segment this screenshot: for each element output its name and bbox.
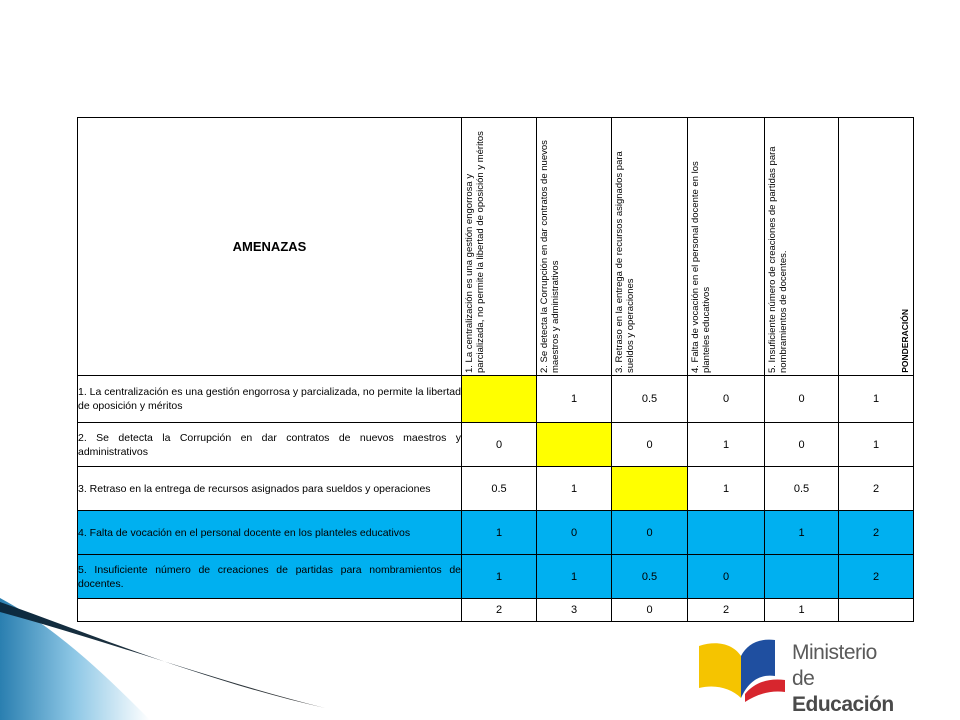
table-row [78, 511, 914, 555]
total-cell: 3 [537, 599, 612, 622]
value-cell: 1 [688, 467, 765, 511]
value-cell: 1 [537, 376, 612, 423]
weight-cell: 2 [839, 511, 914, 555]
logo-text [792, 640, 907, 718]
weight-cell: 2 [839, 467, 914, 511]
row-label: 5. Insuficiente número de creaciones de partidas para nombramientos de docentes. [78, 555, 462, 599]
value-cell: 0.5 [612, 555, 688, 599]
value-cell: 0 [765, 376, 839, 423]
value-cell: 1 [688, 423, 765, 467]
logo-line-2 [792, 666, 907, 718]
value-cell: 1 [537, 555, 612, 599]
column-header-ponderacion [839, 118, 914, 376]
column-header-1-text: 1. La centralización es una gestión engorrosa y parcializada, no permite la libertad de oposición y méritos [464, 131, 486, 373]
value-cell: 0.5 [612, 376, 688, 423]
threats-matrix [77, 117, 914, 622]
column-header-5 [765, 118, 839, 376]
column-header-3-text: 3. Retraso en la entrega de recursos asignados para sueldos y operaciones [614, 151, 636, 373]
column-header-5-text: 5. Insuficiente número de creaciones de partidas para nombramientos de docentes. [767, 146, 789, 373]
value-cell: 0 [612, 423, 688, 467]
weight-cell: 1 [839, 376, 914, 423]
total-cell: 2 [688, 599, 765, 622]
table-row [78, 423, 914, 467]
value-cell: 0 [688, 555, 765, 599]
logo-line-2-prefix: de [792, 667, 815, 690]
value-cell: 0.5 [765, 467, 839, 511]
value-cell: 1 [462, 511, 537, 555]
value-cell: 1 [765, 511, 839, 555]
table-row [78, 376, 914, 423]
diagonal-cell [688, 511, 765, 555]
logo-mark-icon [697, 636, 789, 706]
diagonal-cell [462, 376, 537, 423]
row-label: 2. Se detecta la Corrupción en dar contratos de nuevos maestros y administrativos [78, 423, 462, 467]
logo-line-2-bold: Educación [792, 693, 894, 716]
total-cell: 2 [462, 599, 537, 622]
row-label: 1. La centralización es una gestión engorrosa y parcializada, no permite la libertad de oposición y méritos [78, 376, 462, 423]
diagonal-cell [765, 555, 839, 599]
column-header-2 [537, 118, 612, 376]
logo-line-1: Ministerio [792, 641, 877, 664]
column-header-ponderacion-text: PONDERACIÓN [900, 309, 910, 373]
value-cell: 0 [765, 423, 839, 467]
column-header-1 [462, 118, 537, 376]
row-label: 4. Falta de vocación en el personal docente en los planteles educativos [78, 511, 462, 555]
total-cell: 1 [765, 599, 839, 622]
column-header-2-text: 2. Se detecta la Corrupción en dar contratos de nuevos maestros y administrativos [539, 140, 561, 373]
total-cell [839, 599, 914, 622]
logo-yellow-shape [699, 643, 741, 698]
diagonal-cell [537, 423, 612, 467]
row-label: 3. Retraso en la entrega de recursos asignados para sueldos y operaciones [78, 467, 462, 511]
weight-cell: 1 [839, 423, 914, 467]
diagonal-cell [612, 467, 688, 511]
column-header-4 [688, 118, 765, 376]
table-row [78, 467, 914, 511]
value-cell: 0.5 [462, 467, 537, 511]
value-cell: 0 [688, 376, 765, 423]
weight-cell: 2 [839, 555, 914, 599]
value-cell: 1 [537, 467, 612, 511]
value-cell: 0 [537, 511, 612, 555]
column-header-3 [612, 118, 688, 376]
column-header-4-text: 4. Falta de vocación en el personal docente en los planteles educativos [690, 161, 712, 373]
ministerio-logo [697, 636, 907, 716]
decorative-swoosh [0, 590, 330, 720]
total-cell: 0 [612, 599, 688, 622]
value-cell: 0 [612, 511, 688, 555]
value-cell: 1 [462, 555, 537, 599]
value-cell: 0 [462, 423, 537, 467]
corner-header: AMENAZAS [78, 118, 462, 376]
